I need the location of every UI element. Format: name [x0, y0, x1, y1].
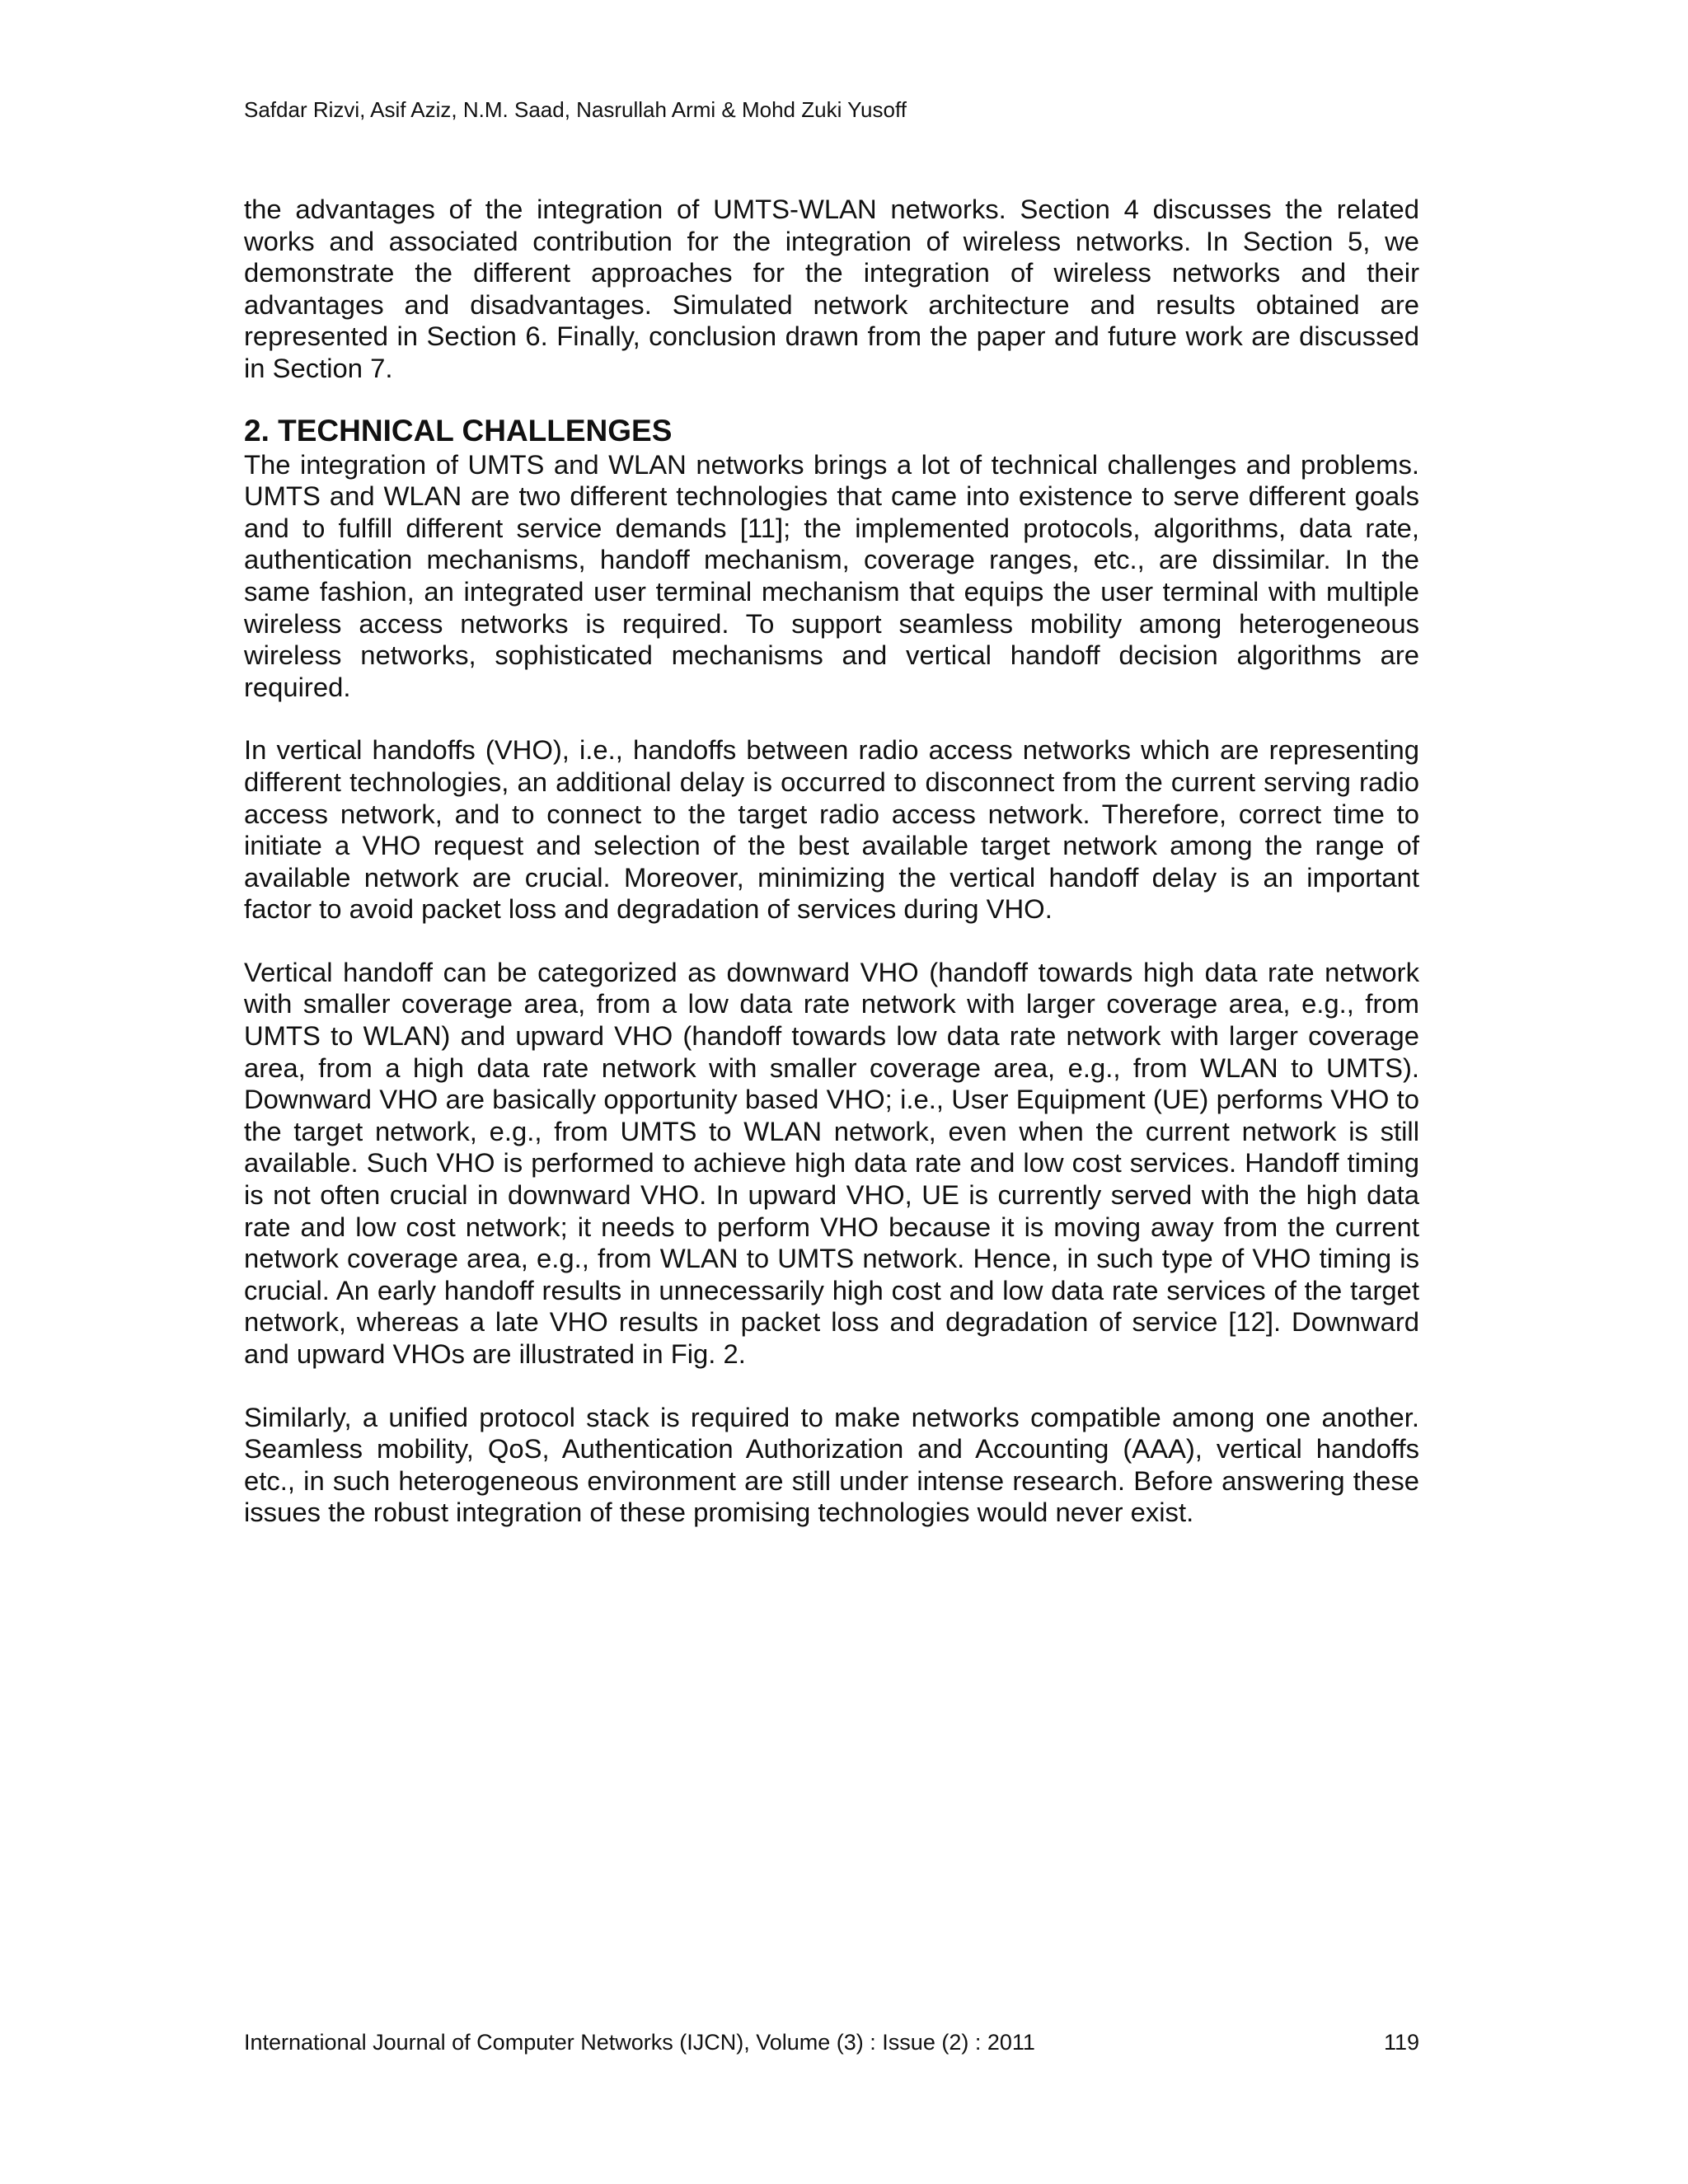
body-text — [244, 194, 1419, 1529]
paragraph-integration-challenges: The integration of UMTS and WLAN networks brings a lot of technical challenges and problems. UMTS and WLAN are two different technologies that came into existence to serve different goals and to fulfill different service demands [11]; the implemented protocols, algorithms, data rate, authentication mechanisms, handoff mechanism, coverage ranges, etc., are dissimilar. In the same fashion, an integrated user terminal mechanism that equips the user terminal with multiple wireless access networks is required. To support seamless mobility among heterogeneous wireless networks, sophisticated mechanisms and vertical handoff decision algorithms are required. — [244, 448, 1419, 702]
section-heading: 2. TECHNICAL CHALLENGES — [244, 413, 673, 448]
paragraph-handoff-categories: Vertical handoff can be categorized as downward VHO (handoff towards high data rate network with smaller coverage area, from a low data rate network with larger coverage area, e.g., from UMTS to WLAN) and upward VHO (handoff towards low data rate network with larger coverage area, from a high data rate network with smaller coverage area, e.g., from WLAN to UMTS). Downward VHO are basically opportunity based VHO; i.e., User Equipment (UE) performs VHO to the target network, e.g., from UMTS to WLAN network, even when the current network is still available. Such VHO is performed to achieve high data rate and low cost services. Handoff timing is not often crucial in downward VHO. In upward VHO, UE is currently served with the high data rate and low cost network; it needs to perform VHO because it is moving away from the current network coverage area, e.g., from WLAN to UMTS network. Hence, in such type of VHO timing is crucial. An early handoff results in unnecessarily high cost and low data rate services of the target network, whereas a late VHO results in packet loss and degradation of service [12]. Downward and upward VHOs are illustrated in Fig. 2. — [244, 956, 1419, 1369]
footer-journal-citation: International Journal of Computer Networks (IJCN), Volume (3) : Issue (2) : 2011 — [244, 2030, 1035, 2055]
page-number: 119 — [1383, 2030, 1419, 2055]
paragraph-vertical-handoffs: In vertical handoffs (VHO), i.e., handoffs between radio access networks which are representing different technologies, an additional delay is occurred to disconnect from the current serving radio access network, and to connect to the target radio access network. Therefore, correct time to initiate a VHO request and selection of the best available target network among the range of available network are crucial. Moreover, minimizing the vertical handoff delay is an important factor to avoid packet loss and degradation of services during VHO. — [244, 734, 1419, 925]
paragraph-protocol-stack: Similarly, a unified protocol stack is required to make networks compatible among one another. Seamless mobility, QoS, Authentication Authorization and Accounting (AAA), vertical handoffs etc., in such heterogeneous environment are still under intense research. Before answering these issues the robust integration of these promising technologies would never exist. — [244, 1401, 1419, 1528]
page-footer — [244, 2028, 1419, 2056]
intro-paragraph: the advantages of the integration of UMTS-WLAN networks. Section 4 discusses the related works and associated contribution for the integration of wireless networks. In Section 5, we demonstrate the different approaches for the integration of wireless networks and their advantages and disadvantages. Simulated network architecture and results obtained are represented in Section 6. Finally, conclusion drawn from the paper and future work are discussed in Section 7. — [244, 194, 1419, 383]
running-header-authors: Safdar Rizvi, Asif Aziz, N.M. Saad, Nasrullah Armi & Mohd Zuki Yusoff — [244, 97, 907, 122]
